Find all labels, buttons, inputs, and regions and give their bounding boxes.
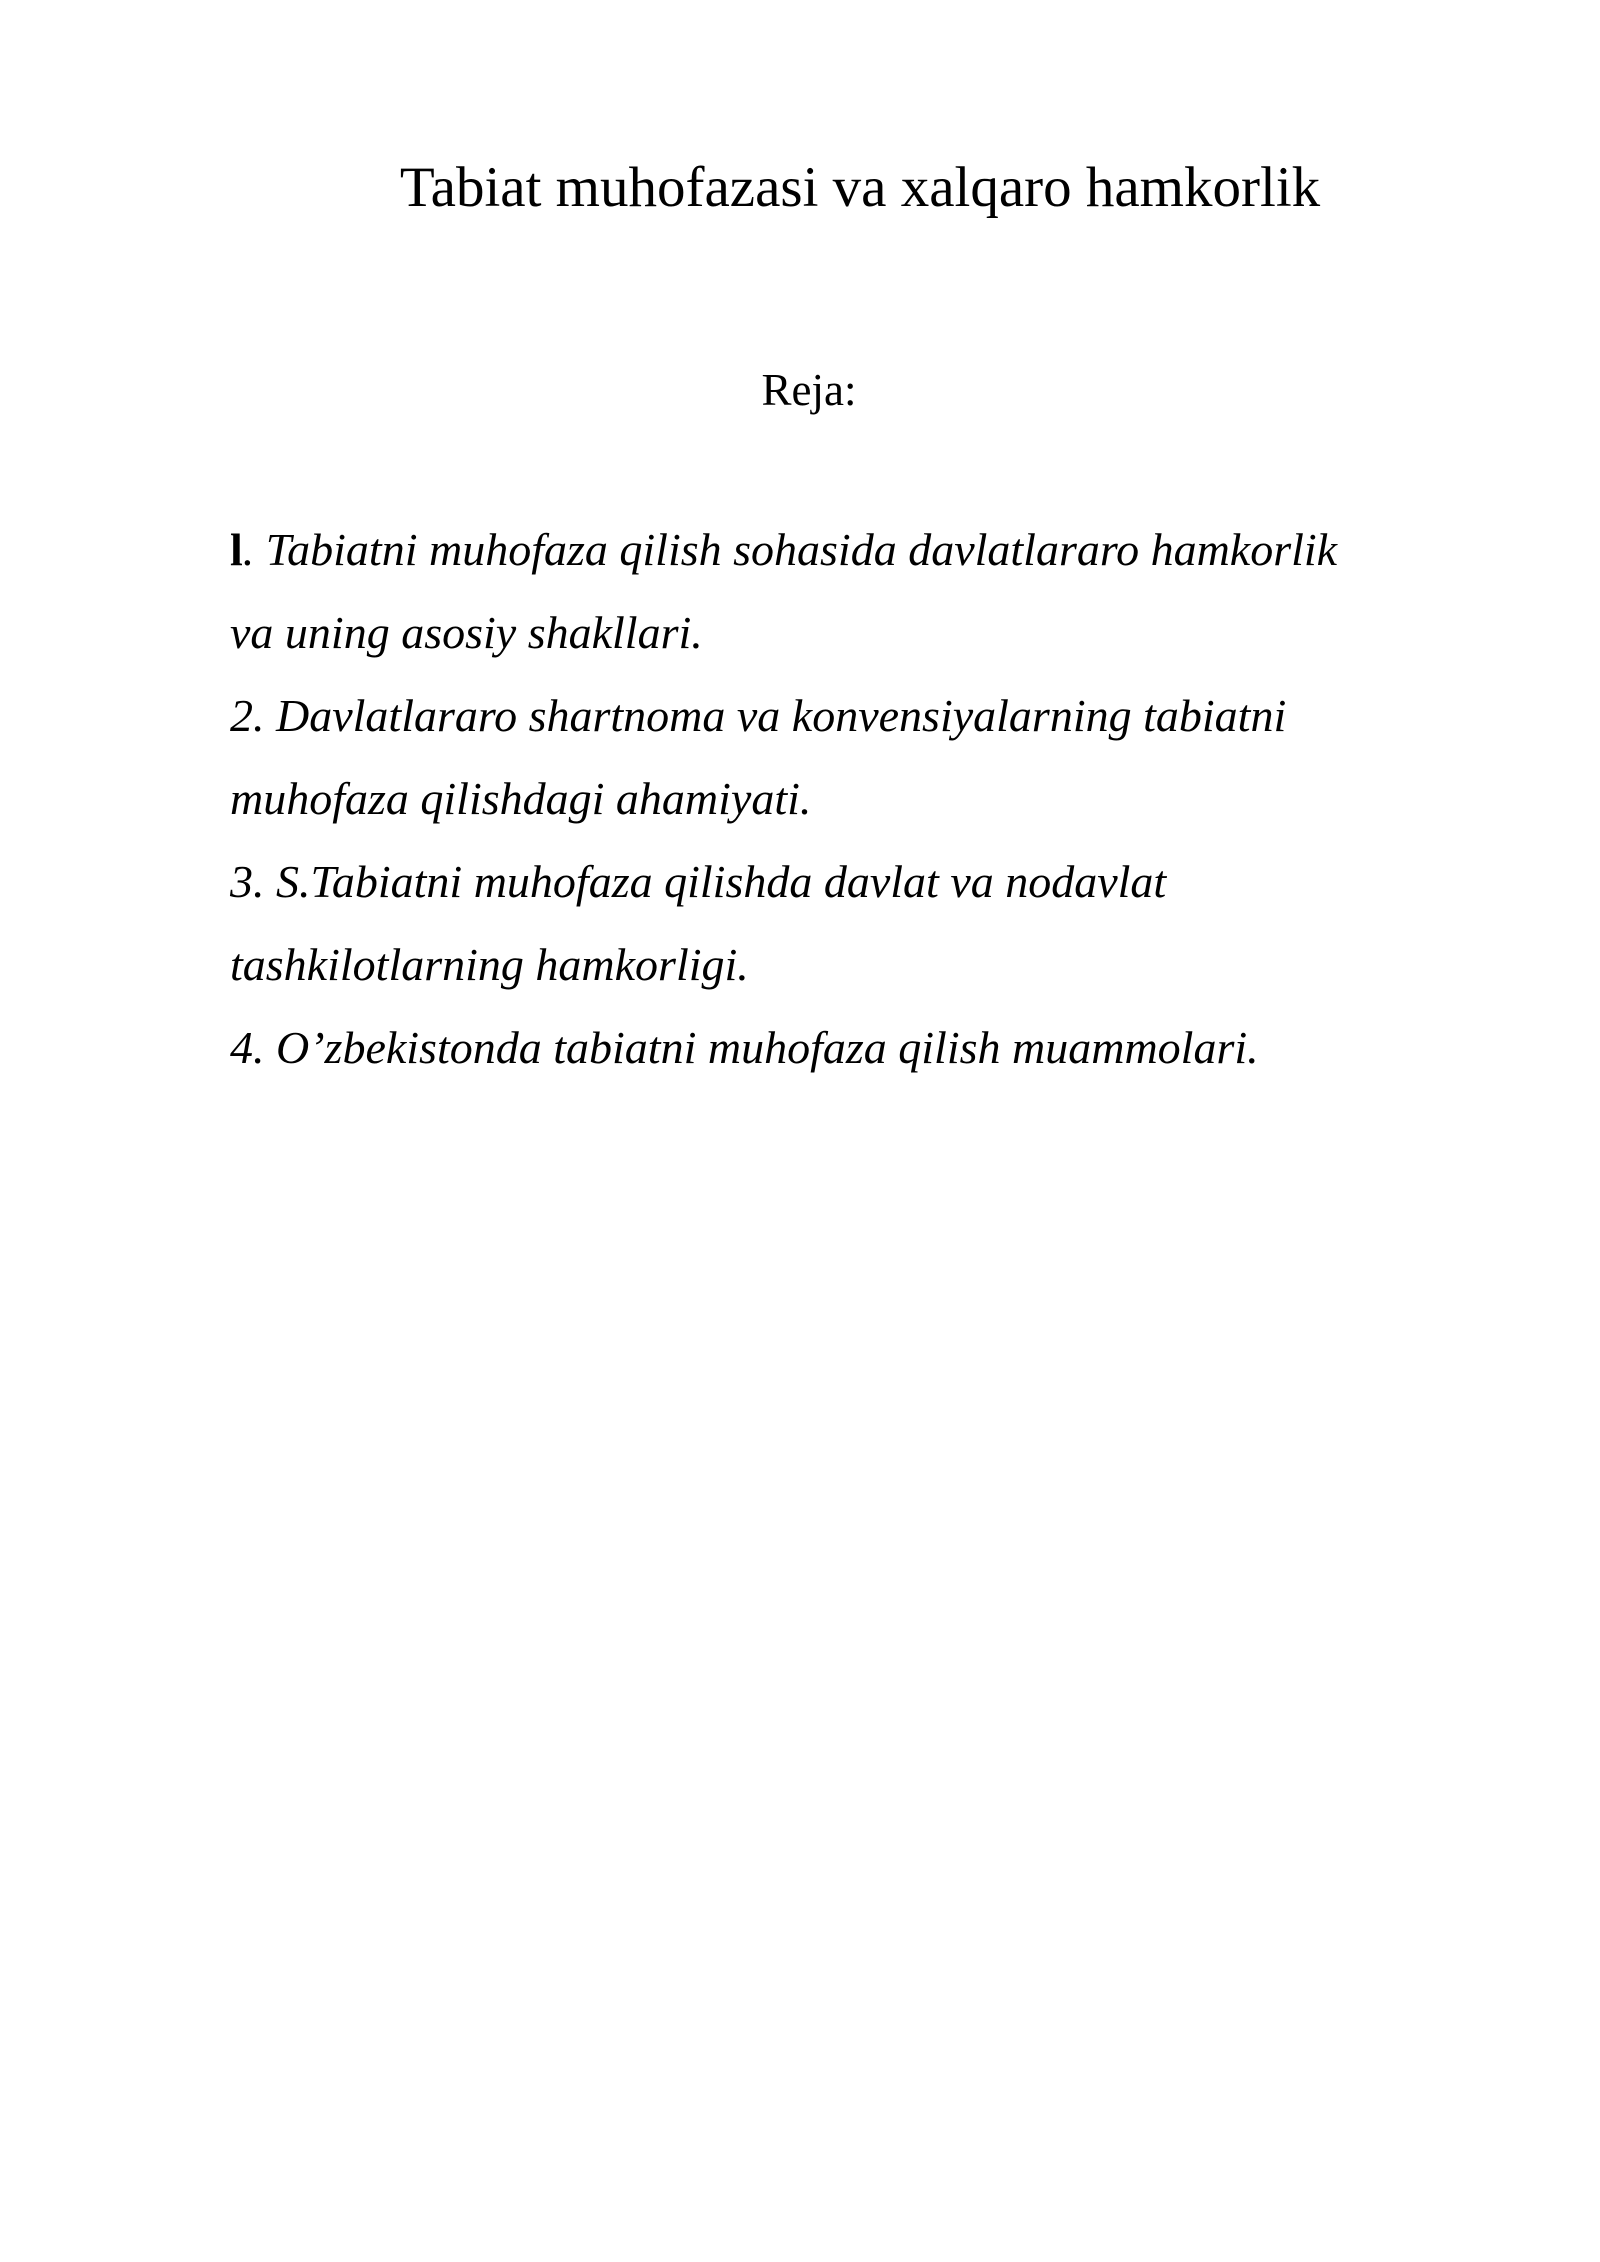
plan-item-marker: l	[230, 524, 243, 575]
plan-item-marker-suffix: .	[242, 524, 266, 575]
plan-item-text: Tabiatni muhofaza qilish sohasida davlatlararo hamkorlik	[265, 524, 1338, 575]
plan-heading: Reja:	[761, 365, 857, 415]
plan-item-line: muhofaza qilishdagi ahamiyati.	[230, 773, 812, 824]
plan-item-1	[230, 508, 1530, 674]
plan-item-line	[230, 508, 1530, 591]
document-title: Tabiat muhofazasi va xalqaro hamkorlik	[399, 156, 1321, 219]
plan-item-line: 3. S.Tabiatni muhofaza qilishda davlat va nodavlat	[230, 856, 1167, 907]
plan-item-3	[230, 840, 1530, 1006]
plan-item-line: va uning asosiy shakllari.	[230, 607, 703, 658]
plan-item-4	[230, 1006, 1530, 1089]
plan-item-2	[230, 674, 1530, 840]
plan-item-line: tashkilotlarning hamkorligi.	[230, 939, 749, 990]
plan-item-line: 4. O’zbekistonda tabiatni muhofaza qilish muammolari.	[230, 1022, 1259, 1073]
plan-list	[230, 508, 1530, 1089]
plan-item-line: 2. Davlatlararo shartnoma va konvensiyalarning tabiatni	[230, 690, 1287, 741]
